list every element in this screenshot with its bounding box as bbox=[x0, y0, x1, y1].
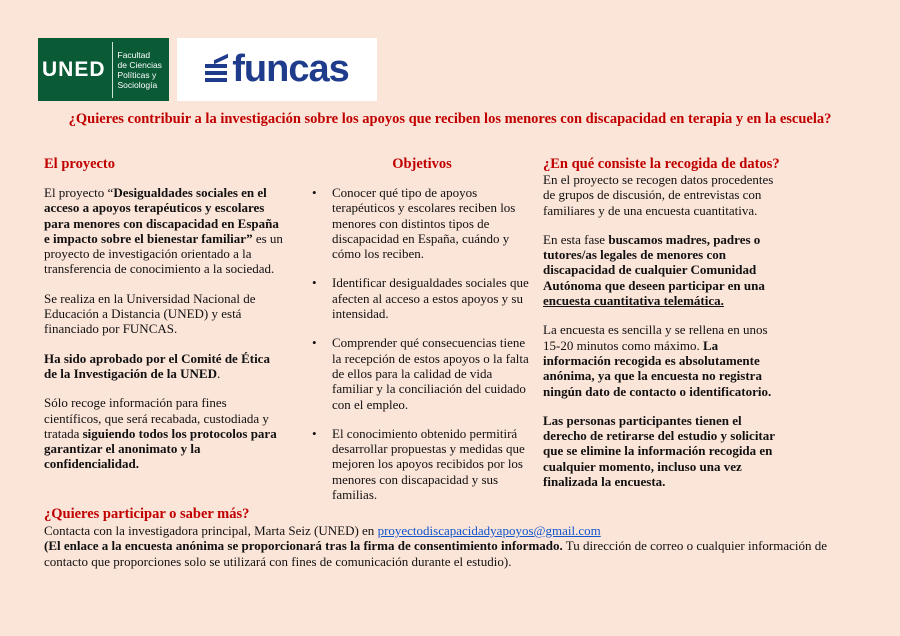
recogida-paragraph-1: En el proyecto se recogen datos procedentes de grupos de discusión, de entrevistas con familiares y de una encuesta cuantitativa. bbox=[543, 172, 774, 218]
recogida-paragraph-2: En esta fase buscamos madres, padres o tutores/as legales de menores con discapacidad de cualquier Comunidad Autónoma que deseen participar en una encuesta cuantitativa telemática. bbox=[543, 231, 765, 309]
list-item: • Comprender qué consecuencias tiene la recepción de estos apoyos o la falta de ellos para la calidad de vida familiar y la conciliación del cuidado con el empleo. bbox=[312, 335, 532, 411]
uned-logo bbox=[38, 38, 169, 101]
proyecto-paragraph-4: Sólo recoge información para fines científicos, que será recabada, custodiada y tratada siguiendo todos los protocolos para garantizar el anonimato y la confidencialidad. bbox=[44, 395, 277, 472]
objetivos-column bbox=[312, 156, 532, 516]
logos bbox=[38, 38, 377, 101]
list-item: • Conocer qué tipo de apoyos terapéuticos y escolares reciben los menores con distintos tipos de discapacidad en España, cuándo y cómo los reciben. bbox=[312, 185, 532, 261]
uned-mark: UNED bbox=[42, 42, 113, 98]
funcas-logo bbox=[177, 38, 377, 101]
objetivos-heading: Objetivos bbox=[392, 156, 452, 172]
proyecto-paragraph-2: Se realiza en la Universidad Nacional de Educación a Distancia (UNED) y está financiado por FUNCAS. bbox=[44, 290, 256, 337]
recogida-column bbox=[543, 156, 783, 503]
email-link[interactable]: proyectodiscapacidadyapoyos@gmail.com bbox=[377, 523, 601, 538]
page-title: ¿Quieres contribuir a la investigación sobre los apoyos que reciben los menores con discapacidad en terapia y en la escuela? bbox=[68, 111, 832, 127]
recogida-heading: ¿En qué consiste la recogida de datos? bbox=[543, 156, 780, 172]
recogida-paragraph-3: La encuesta es sencilla y se rellena en unos 15-20 minutos como máximo. La información recogida es absolutamente anónima, ya que la encuesta no registra ningún dato de contacto o identificatorio. bbox=[543, 322, 772, 399]
uned-faculty: Facultad de Ciencias Políticas y Sociología bbox=[117, 49, 162, 90]
contact-note: (El enlace a la encuesta anónima se proporcionará tras la firma de consentimiento informado. Tu dirección de correo o cualquier información de contacto que proporciones solo se utilizará con fines de comunicación durante el estudio). bbox=[44, 538, 828, 569]
proyecto-heading: El proyecto bbox=[44, 156, 116, 172]
contact-line: Contacta con la investigadora principal, Marta Seiz (UNED) en proyectodiscapacidadyapoyos@gmail.com bbox=[44, 523, 601, 538]
list-item: • Identificar desigualdades sociales que afecten al acceso a estos apoyos y su intensidad. bbox=[312, 275, 532, 321]
funcas-word: funcas bbox=[232, 48, 349, 90]
funcas-bars-icon bbox=[205, 57, 228, 82]
proyecto-paragraph-3: Ha sido aprobado por el Comité de Ética de la Investigación de la UNED. bbox=[44, 350, 270, 381]
list-item: • El conocimiento obtenido permitirá desarrollar propuestas y medidas que mejoren los apoyos recibidos por los menores con discapacidad y sus familias. bbox=[312, 426, 532, 502]
proyecto-paragraph-1: El proyecto “Desigualdades sociales en el acceso a apoyos terapéuticos y escolares para menores con discapacidad en España e impacto sobre el bienestar familiar” es un proyecto de investigación orientado a la transferencia de conocimiento a la sociedad. bbox=[44, 185, 283, 277]
proyecto-column bbox=[44, 156, 284, 486]
objetivos-list bbox=[312, 185, 532, 502]
contact-heading: ¿Quieres participar o saber más? bbox=[44, 506, 250, 522]
contact-section bbox=[44, 506, 864, 569]
recogida-paragraph-4: Las personas participantes tienen el derecho de retirarse del estudio y solicitar que se elimine la información recogida en cualquier momento, incluso una vez finalizada la encuesta. bbox=[543, 412, 775, 490]
